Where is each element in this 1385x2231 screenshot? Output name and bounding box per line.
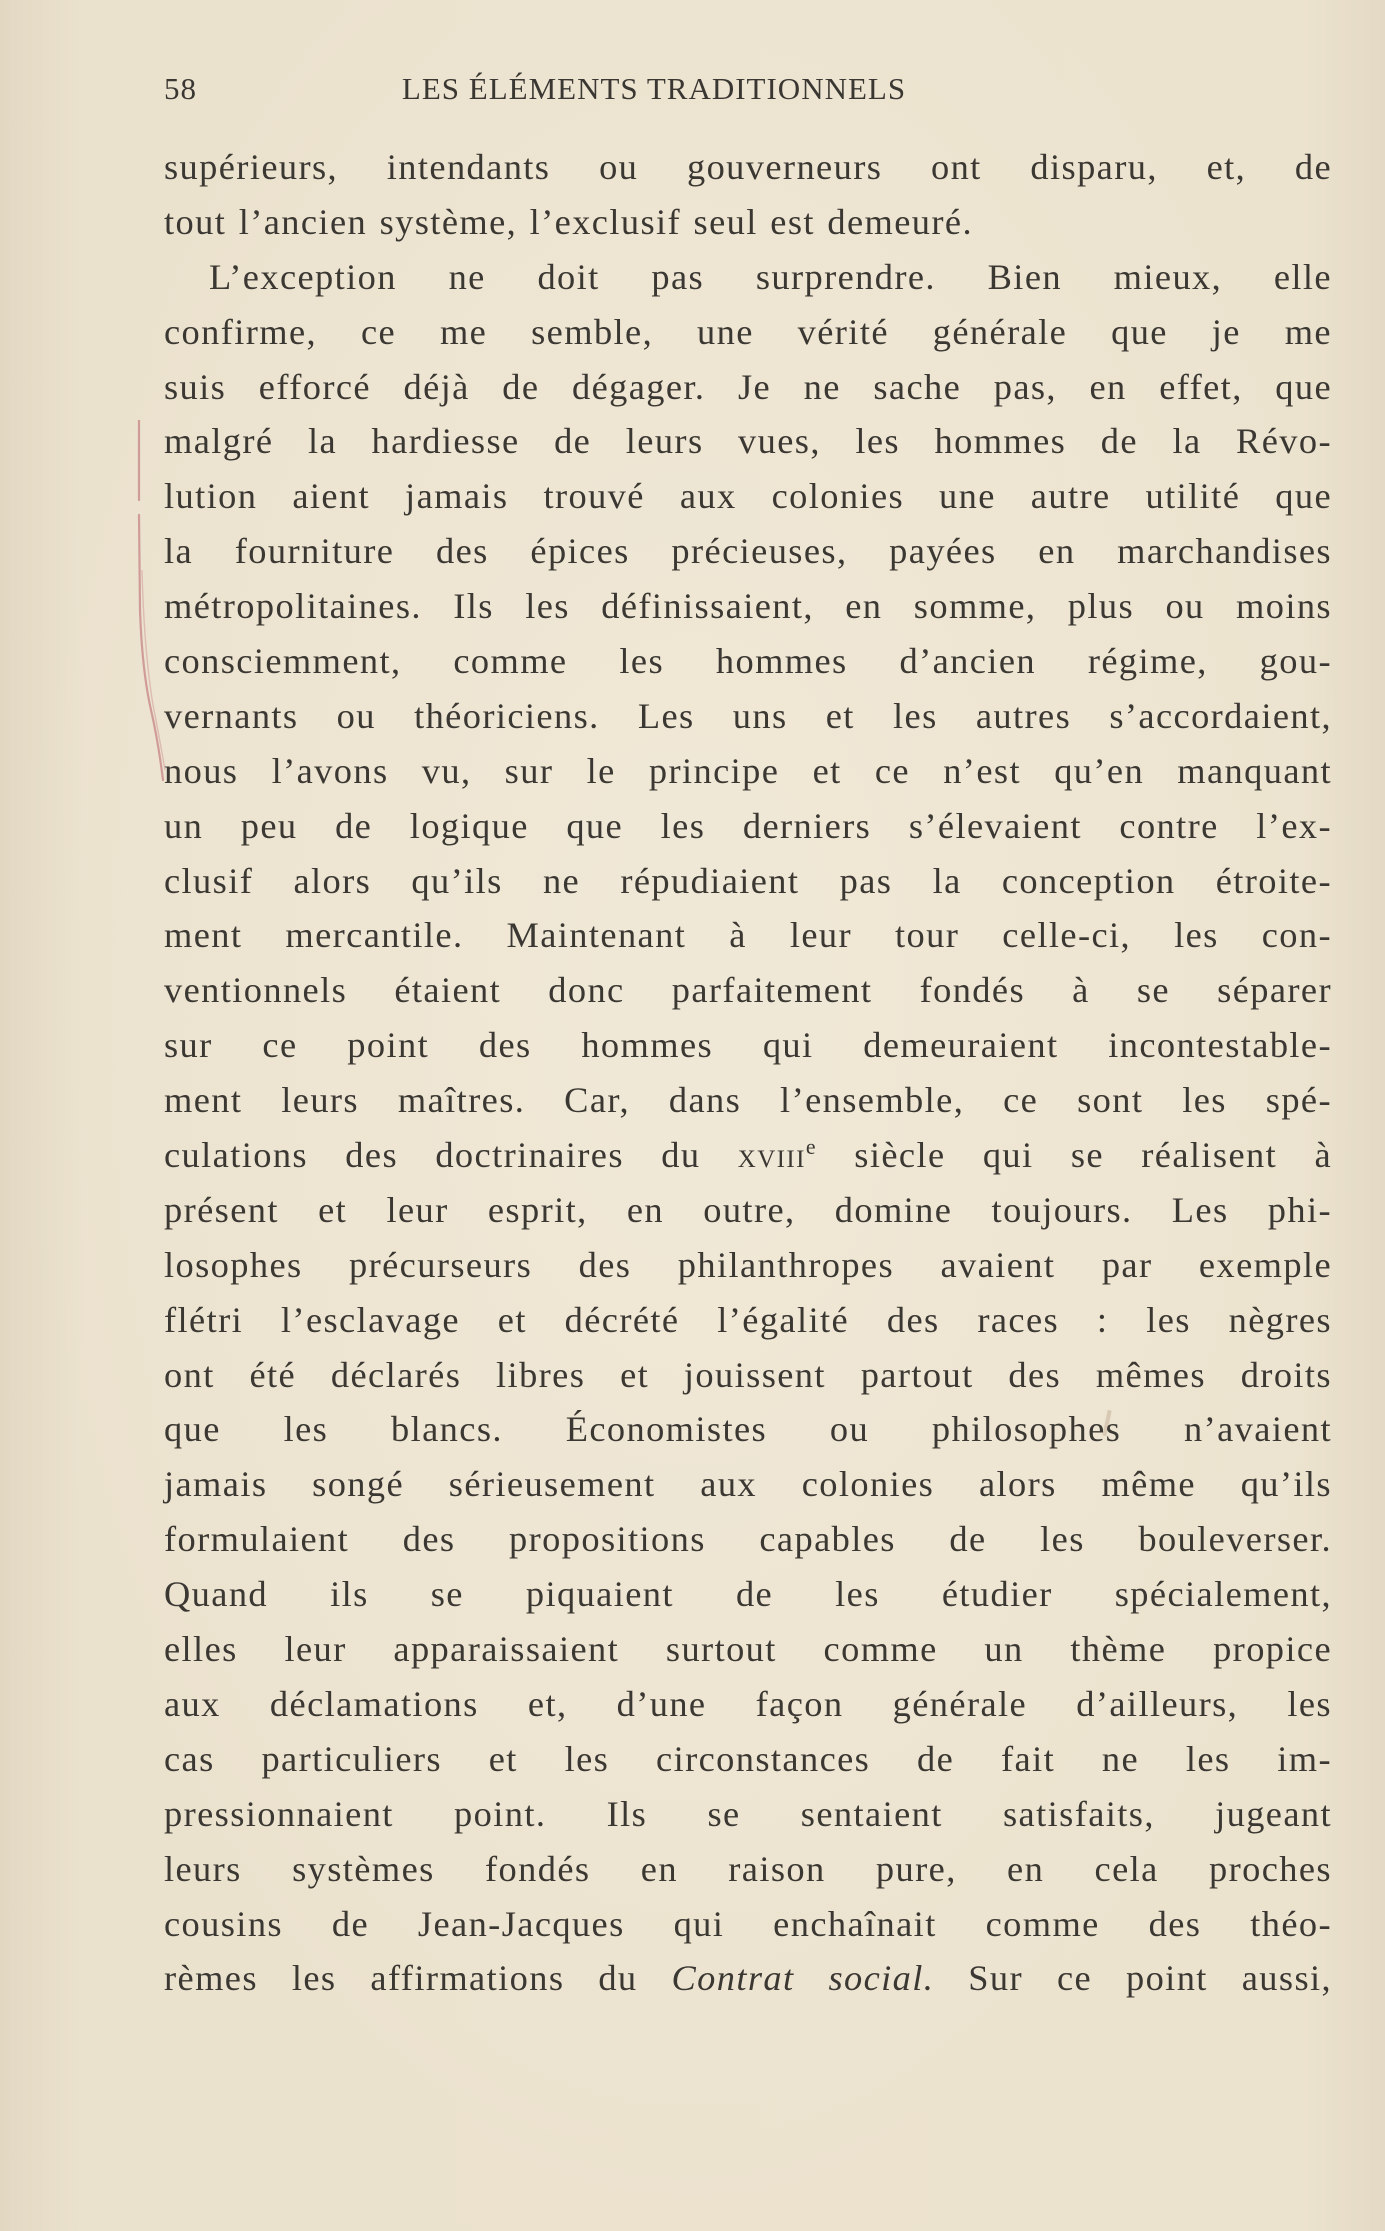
running-title: LES ÉLÉMENTS TRADITIONNELS [401,71,907,106]
text-line: cousins de Jean-Jacques qui enchaînait comme des théo- [164,1903,1332,1944]
text-line: consciemment, comme les hommes d’ancien régime, gou- [164,641,1332,682]
text-line-title [164,1951,1332,2006]
text-line: flétri l’esclavage et décrété l’égalité des races : les nègres [164,1299,1332,1340]
text-line: jamais songé sérieusement aux colonies alors même qu’ils [164,1464,1332,1505]
text-fragment: culations des doctrinaires du [164,1135,701,1176]
text-line: ment mercantile. Maintenant à leur tour celle-ci, les con- [164,915,1332,956]
text-line: L’exception ne doit pas surprendre. Bien mieux, elle [209,256,1332,297]
text-line: sur ce point des hommes qui demeuraient incontestable- [164,1025,1332,1066]
text-line: aux déclamations et, d’une façon générale d’ailleurs, les [164,1683,1332,1724]
century-suffix: e [805,1134,817,1159]
text-line: clusif alors qu’ils ne répudiaient pas la conception étroite- [164,860,1332,901]
text-line: confirme, ce me semble, une vérité générale que je me [164,311,1332,352]
text-line: pressionnaient point. Ils se sentaient satisfaits, jugeant [164,1793,1332,1834]
text-line: ment leurs maîtres. Car, dans l’ensemble, ce sont les spé- [164,1080,1332,1121]
book-title: Contrat social. [671,1958,935,1999]
text-line: leurs systèmes fondés en raison pure, en cela proches [164,1848,1332,1889]
text-line: formulaient des propositions capables de les bouleverser. [164,1519,1332,1560]
text-line: un peu de logique que les derniers s’élevaient contre l’ex- [164,805,1332,846]
margin-pencil-mark [133,420,167,790]
text-line: métropolitaines. Ils les définissaient, en somme, plus ou moins [164,586,1332,627]
text-line: présent et leur esprit, en outre, domine toujours. Les phi- [164,1189,1332,1230]
century-numeral: xviii [737,1135,806,1176]
text-line: vernants ou théoriciens. Les uns et les autres s’accordaient, [164,695,1332,736]
text-line: cas particuliers et les circonstances de fait ne les im- [164,1738,1332,1779]
text-line: malgré la hardiesse de leurs vues, les hommes de la Révo- [164,421,1332,462]
text-line-century [164,1128,1332,1183]
text-fragment: rèmes les affirmations du [164,1958,638,1999]
page-number: 58 [164,71,197,106]
text-line: ont été déclarés libres et jouissent partout des mêmes droits [164,1354,1332,1395]
text-line: suis efforcé déjà de dégager. Je ne sache pas, en effet, que [164,366,1332,407]
page-header [164,71,1342,115]
text-line: tout l’ancien système, l’exclusif seul est demeuré. [164,201,973,242]
text-fragment: Sur ce point aussi, [968,1958,1333,1999]
text-line: elles leur apparaissaient surtout comme un thème propice [164,1629,1332,1670]
text-line: lution aient jamais trouvé aux colonies une autre utilité que [164,476,1332,517]
text-line: nous l’avons vu, sur le principe et ce n’est qu’en manquant [164,750,1332,791]
text-line: ventionnels étaient donc parfaitement fondés à se séparer [164,970,1332,1011]
text-line: la fourniture des épices précieuses, payées en marchandises [164,531,1332,572]
text-fragment: siècle qui se réalisent à [854,1135,1333,1176]
text-line: que les blancs. Économistes ou philosophes n’avaient [164,1409,1332,1450]
page-body [164,140,1332,2006]
text-line: losophes précurseurs des philanthropes avaient par exemple [164,1244,1332,1285]
text-line: supérieurs, intendants ou gouverneurs ont disparu, et, de [164,147,1332,187]
text-line: Quand ils se piquaient de les étudier spécialement, [164,1574,1332,1615]
